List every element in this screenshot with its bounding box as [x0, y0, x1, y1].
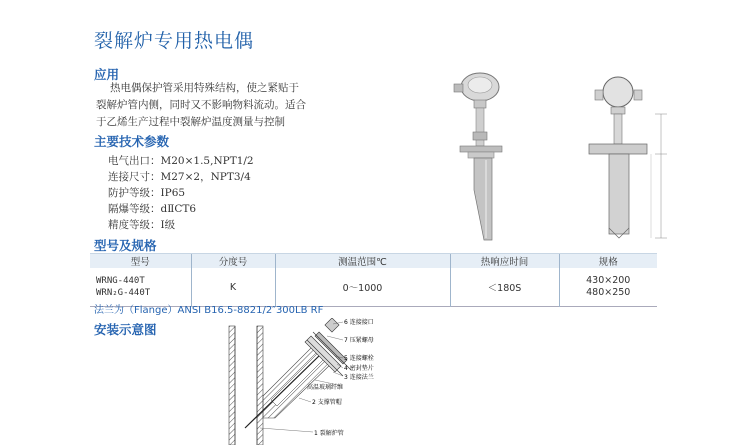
models-heading: 型号及规格: [94, 238, 157, 253]
spec-size: 430×200: [586, 275, 631, 286]
cell-range: 0～1000: [275, 268, 450, 307]
header-graduation: 分度号: [191, 254, 275, 269]
spec-item: 连接尺寸：M27×2，NPT3/4: [108, 171, 251, 183]
cell-graduation: K: [191, 268, 275, 307]
application-line: 裂解炉管内侧，同时又不影响物料流动。适合: [96, 99, 306, 111]
thermocouple-dimension-drawing: [583, 70, 683, 245]
application-text: [96, 80, 306, 131]
callout-label: 高温玻璃纤维: [307, 384, 344, 391]
model-code: WRN₂G-440T: [96, 288, 151, 298]
header-model: 型号: [90, 254, 191, 269]
callout-label: 7 压紧螺母: [344, 337, 374, 344]
flange-note: 法兰为（Flange）ANSI B16.5-8821/2″300LB RF: [94, 305, 324, 316]
cell-spec: [559, 268, 657, 307]
installation-heading: 安装示意图: [94, 322, 157, 337]
cell-response: ＜180S: [450, 268, 559, 307]
application-line: 热电偶保护管采用特殊结构，使之紧贴于: [110, 82, 299, 94]
model-code: WRNG-440T: [96, 276, 145, 286]
spec-item: 电气出口：M20×1.5,NPT1/2: [108, 155, 254, 167]
header-response: 热响应时间: [450, 254, 559, 269]
installation-diagram: [215, 318, 405, 445]
thermocouple-photo-front: [440, 70, 535, 245]
page-title: 裂解炉专用热电偶: [94, 30, 255, 52]
specs-heading: 主要技术参数: [94, 134, 170, 149]
callout-label: 6 连接接口: [344, 319, 374, 326]
spec-item: 精度等级：Ⅰ级: [108, 219, 176, 231]
callout-label: 2 支撑管帽: [312, 399, 342, 406]
specs-list: [108, 153, 254, 233]
callout-label: 1 裂解炉管: [314, 430, 344, 437]
callout-label: 3 连接法兰: [344, 374, 374, 381]
header-spec: 规格: [559, 254, 657, 269]
application-heading: 应用: [94, 67, 120, 82]
table-header-row: [90, 254, 657, 269]
header-range: 测温范围℃: [275, 254, 450, 269]
application-line: 于乙烯生产过程中裂解炉温度测量与控制: [96, 116, 285, 128]
spec-item: 隔爆等级：dⅡCT6: [108, 203, 197, 215]
callout-label: 5 连接螺栓: [344, 355, 374, 362]
model-spec-table: [90, 253, 657, 307]
spec-item: 防护等级：IP65: [108, 187, 186, 199]
callout-label: 4 密封垫片: [344, 365, 374, 372]
spec-size: 480×250: [586, 287, 631, 298]
